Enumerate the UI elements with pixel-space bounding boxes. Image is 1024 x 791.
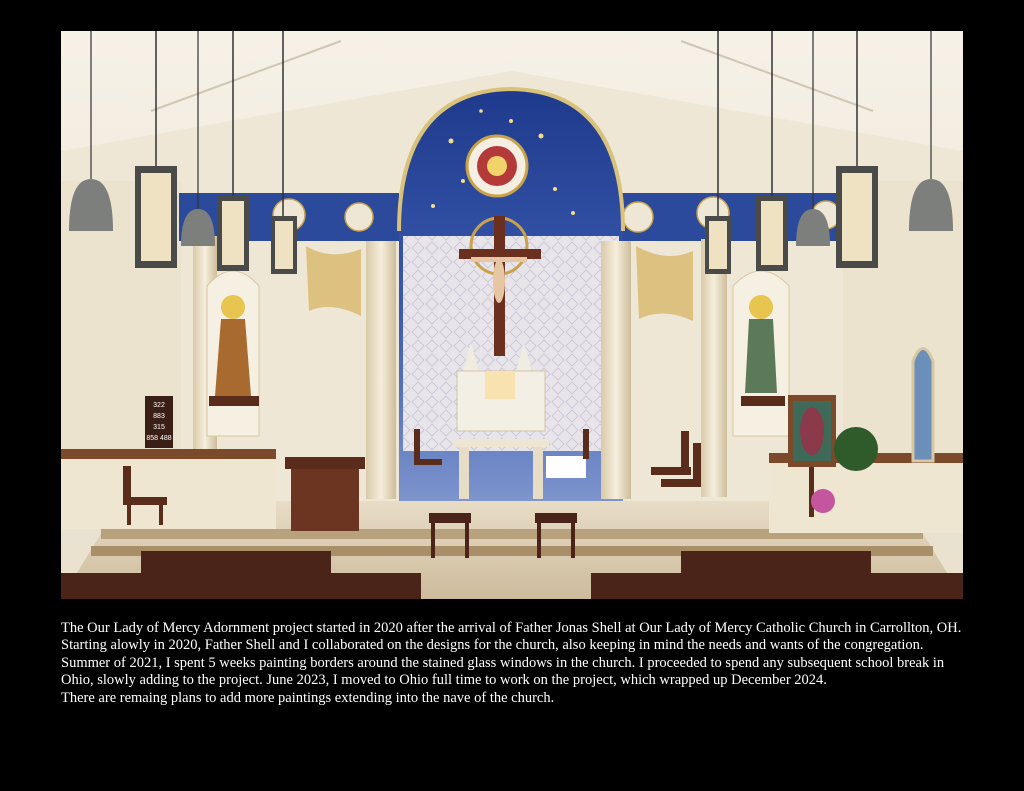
joseph-statue-niche <box>733 271 789 436</box>
left-frieze-medallion-icon <box>345 203 373 231</box>
caption-paragraph: The Our Lady of Mercy Adornment project started in 2020 after the arrival of Father Jonas Shell at Our Lady of Mercy Catholic Church in Carrollton, OH. <box>61 620 962 636</box>
left-inner-column <box>366 241 396 499</box>
ambo-podium <box>285 457 365 531</box>
right-outer-column <box>701 239 727 497</box>
caption-paragraph: Starting alowly in 2020, Father Shell and I collaborated on the designs for the church, also keeping in mind the needs and wants of the congregation. Summer of 2021, I spent 5 weeks painting borders around the stained glass windows in the church. I proceeded to spend any subsequent school break in Ohio, slowly adding to the project. June 2023, I moved to Ohio full time to work on the project, which wrapped up December 2024. <box>61 637 945 689</box>
hymn-board-line: 858 488 <box>146 435 172 442</box>
church-sanctuary-photo <box>61 31 963 599</box>
left-railing <box>61 449 276 459</box>
caption-paragraph: There are remaing plans to add more paintings extending into the nave of the church. <box>61 689 555 706</box>
side-table <box>546 456 586 478</box>
hymn-number-board <box>145 396 173 448</box>
right-inner-column <box>601 241 631 499</box>
hymn-board-line: 322 <box>153 402 165 409</box>
right-frieze-medallion-icon <box>623 202 653 232</box>
left-railing-wall <box>61 459 276 529</box>
mary-statue-niche <box>207 271 259 436</box>
side-window <box>913 349 933 462</box>
hymn-board-line: 883 <box>153 413 165 420</box>
photo-caption <box>61 620 966 707</box>
sanctuary-illustration <box>61 31 963 599</box>
hymn-board-line: 315 <box>153 424 165 431</box>
right-railing-wall <box>769 463 963 533</box>
rose-window-icon <box>467 136 527 196</box>
